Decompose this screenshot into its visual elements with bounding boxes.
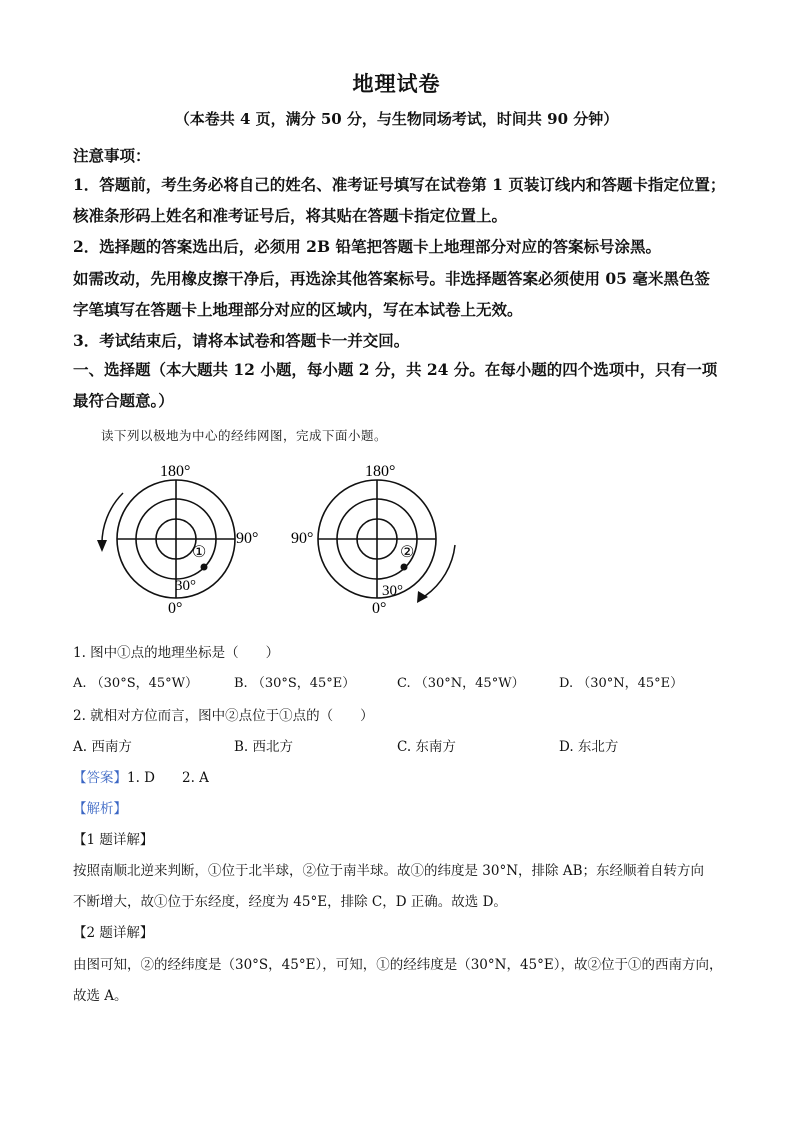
analysis-tag: 【解析】 <box>73 801 127 817</box>
q2-detail-line: 由图可知，②的经纬度是（30°S，45°E），可知，①的经纬度是（30°N，45°E），故②位于①的西南方向， <box>73 957 723 973</box>
left-point-label: ① <box>192 544 207 561</box>
right-left-label: 90° <box>291 530 314 547</box>
right-bottom-label: 0° <box>372 600 387 615</box>
notice-heading: 注意事项： <box>73 146 151 165</box>
q1-detail-line: 不断增大，故①位于东经度，经度为 45°E，排除 C，D 正确。故选 D。 <box>73 894 507 910</box>
page-subtitle: （本卷共 4 页，满分 50 分，与生物同场考试，时间共 90 分钟） <box>174 110 619 128</box>
point-2-marker <box>401 564 408 571</box>
left-top-label: 180° <box>160 463 191 480</box>
question-1-option-b: B. （30°S，45°E） <box>234 676 356 691</box>
notice-line: 核准条形码上姓名和准考证号后，将其贴在答题卡指定位置上。 <box>73 206 508 225</box>
question-1-option-d: D. （30°N，45°E） <box>559 676 684 691</box>
notice-line: 1．答题前，考生务必将自己的姓名、准考证号填写在试卷第 1 页装订线内和答题卡指定位置； <box>73 175 726 194</box>
q2-detail-heading: 【2 题详解】 <box>73 925 154 941</box>
section-heading-line1: 一、选择题（本大题共 12 小题，每小题 2 分，共 24 分。在每小题的四个选项中，只有一项 <box>73 360 718 379</box>
question-2-stem: 2. 就相对方位而言，图中②点位于①点的（ ） <box>73 708 374 724</box>
answer-line <box>73 766 209 786</box>
question-2-option-a: A. 西南方 <box>73 739 132 755</box>
q2-detail-line: 故选 A。 <box>73 988 128 1004</box>
left-right-label: 90° <box>236 530 259 547</box>
page-title: 地理试卷 <box>352 71 441 96</box>
q1-detail-line: 按照南顺北逆来判断，①位于北半球，②位于南半球。故①的纬度是 30°N，排除 AB；东经顺着自转方向 <box>73 863 704 879</box>
q1-detail-heading: 【1 题详解】 <box>73 832 154 848</box>
answer-tag: 【答案】 <box>73 770 127 786</box>
question-1-option-c: C. （30°N，45°W） <box>397 676 525 691</box>
right-point-label: ② <box>400 544 415 561</box>
left-lat-label: 30° <box>175 578 196 594</box>
section-heading-line2: 最符合题意。） <box>73 391 174 410</box>
notice-line: 3．考试结束后，请将本试卷和答题卡一并交回。 <box>73 331 410 350</box>
point-1-marker <box>201 564 208 571</box>
notice-line: 2．选择题的答案选出后，必须用 2B 铅笔把答题卡上地理部分对应的答案标号涂黑。 <box>73 237 661 256</box>
answer-values: 1. D 2. A <box>127 770 209 786</box>
polar-grid-figure <box>0 455 793 615</box>
right-top-label: 180° <box>365 463 396 480</box>
question-2-option-d: D. 东北方 <box>559 739 619 755</box>
question-2-option-c: C. 东南方 <box>397 739 456 755</box>
question-1-option-a: A. （30°S，45°W） <box>73 676 199 691</box>
right-lat-label: 30° <box>382 583 403 599</box>
left-bottom-label: 0° <box>168 600 183 615</box>
notice-line: 如需改动，先用橡皮擦干净后，再选涂其他答案标号。非选择题答案必须使用 05 毫米黑色签 <box>73 269 710 288</box>
notice-line: 字笔填写在答题卡上地理部分对应的区域内，写在本试卷上无效。 <box>73 300 523 319</box>
question-1-stem: 1. 图中①点的地理坐标是（ ） <box>73 645 280 661</box>
left-polar-diagram <box>97 463 258 615</box>
right-polar-diagram <box>291 463 455 615</box>
figure-instruction: 读下列以极地为中心的经纬网图，完成下面小题。 <box>101 428 388 443</box>
question-2-option-b: B. 西北方 <box>234 739 294 755</box>
